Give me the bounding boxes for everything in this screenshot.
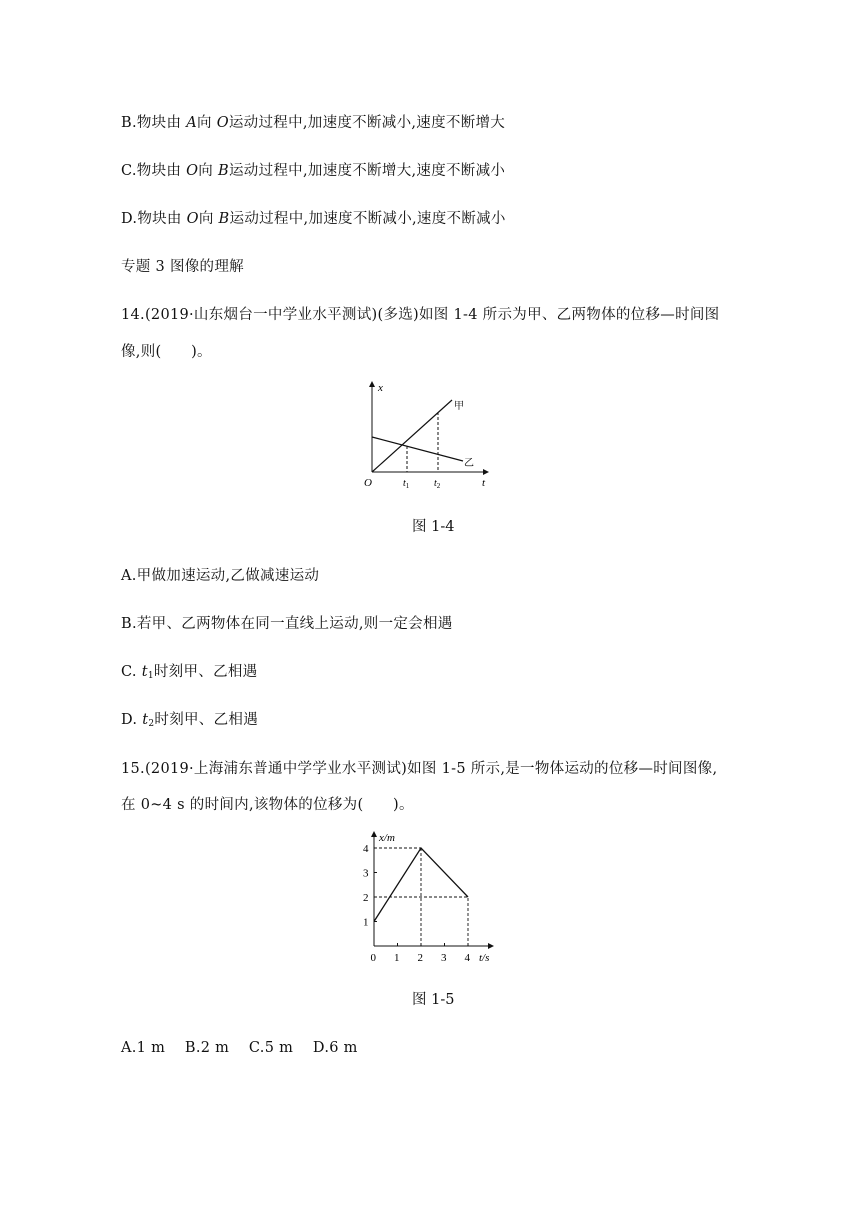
- point-label: O: [186, 163, 199, 179]
- y-axis-label: x: [378, 382, 383, 394]
- section-title: 专题 3 图像的理解: [121, 259, 244, 275]
- figure-1-4: [360, 376, 500, 488]
- point-label: B: [218, 163, 229, 179]
- option-text: C.: [121, 664, 142, 680]
- option-text: 时刻甲、乙相遇: [153, 664, 258, 680]
- option-c-q14: [121, 660, 257, 681]
- origin-label: O: [364, 477, 372, 488]
- x-tick-label: 1: [394, 952, 400, 964]
- options-q15: A.1 m B.2 m C.5 m D.6 m: [121, 1040, 358, 1056]
- x-tick-label: 2: [417, 952, 423, 964]
- series-jia-label: 甲: [454, 401, 464, 412]
- option-text: 向: [198, 211, 219, 227]
- series-yi-label: 乙: [464, 458, 474, 469]
- figure-1-5-caption: 图 1-5: [412, 992, 455, 1008]
- question-14-line-1: 14.(2019·山东烟台一中学业水平测试)(多选)如图 1-4 所示为甲、乙两物体的位移—时间图: [121, 307, 720, 323]
- y-tick-label: 1: [363, 916, 369, 929]
- option-text: D.: [121, 712, 143, 728]
- option-b-q13: [121, 111, 505, 132]
- tick-t2: $t_2$: [434, 478, 441, 488]
- option-text: B.物块由: [121, 115, 187, 131]
- x-axis-label: t/s: [479, 952, 490, 964]
- question-15-line-2: 在 0~4 s 的时间内,该物体的位移为( )。: [121, 797, 414, 813]
- y-axis-label: x/m: [379, 832, 395, 844]
- time-subscript: 1: [147, 671, 154, 681]
- line-jia: [372, 400, 452, 472]
- line-yi: [372, 437, 463, 461]
- figure-1-4-caption: 图 1-4: [412, 519, 455, 535]
- option-text: 运动过程中,加速度不断减小,速度不断增大: [228, 115, 506, 131]
- option-a-q14: A.甲做加速运动,乙做减速运动: [121, 568, 320, 584]
- time-symbol: t: [141, 664, 148, 680]
- option-text: 向: [198, 163, 219, 179]
- point-label: B: [218, 211, 230, 227]
- y-tick-label: 2: [363, 892, 369, 904]
- time-symbol: t: [142, 712, 149, 728]
- tick-t1: $t_1$: [403, 478, 410, 488]
- question-14-line-2: 像,则( )。: [121, 344, 212, 360]
- option-text: D.物块由: [121, 211, 187, 227]
- question-15-line-1: 15.(2019·上海浦东普通中学学业水平测试)如图 1-5 所示,是一物体运动的位移—时间图像,: [121, 761, 718, 777]
- option-text: C.物块由: [121, 163, 187, 179]
- y-tick-label: 3: [363, 867, 369, 880]
- option-text: 向: [196, 115, 217, 131]
- option-d-q13: [121, 207, 506, 228]
- time-subscript: 2: [148, 719, 155, 729]
- option-text: 运动过程中,加速度不断减小,速度不断减小: [229, 211, 506, 227]
- y-tick-label: 4: [363, 843, 369, 855]
- option-text: 运动过程中,加速度不断增大,速度不断减小: [228, 163, 506, 179]
- point-label: O: [186, 211, 199, 227]
- figure-1-5-chart: [355, 828, 505, 968]
- x-tick-label: 4: [464, 952, 470, 964]
- point-label: A: [186, 115, 197, 131]
- x-tick-label: 0: [370, 952, 376, 964]
- option-d-q14: [121, 708, 258, 729]
- option-text: 时刻甲、乙相遇: [154, 712, 259, 728]
- option-c-q13: [121, 159, 505, 180]
- x-axis-label: t: [482, 477, 486, 488]
- x-tick-label: 3: [441, 952, 447, 964]
- option-b-q14: B.若甲、乙两物体在同一直线上运动,则一定会相遇: [121, 616, 453, 632]
- point-label: O: [216, 115, 229, 131]
